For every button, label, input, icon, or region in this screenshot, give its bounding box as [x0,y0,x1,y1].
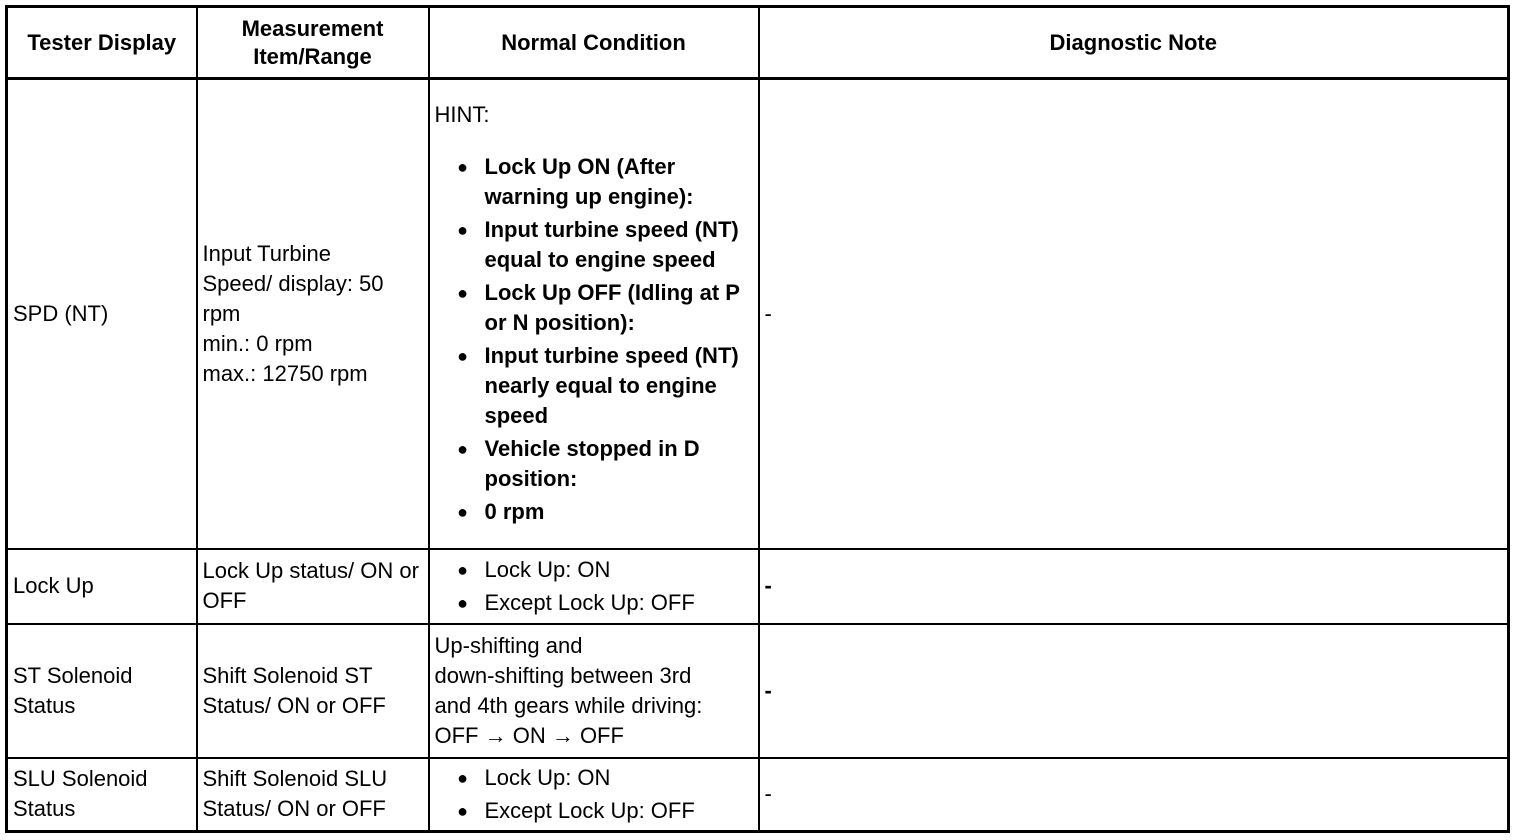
data-list-table [5,5,1510,833]
condition-line: and 4th gears while driving: [434,692,703,718]
bullet-icon: ● [457,283,468,304]
condition-line: Up-shifting and [434,632,583,658]
list-item: ● Lock Up: ON [435,555,753,585]
condition-list [435,555,753,618]
bullet-icon: ● [457,800,468,821]
measurement-cell [197,79,429,549]
hint-label: HINT: [434,102,490,128]
header-row [7,7,1509,79]
header-measurement: Measurement Item/Range [197,7,429,79]
tester-display-cell: ST Solenoid Status [7,624,197,758]
table-row-st-solenoid [7,624,1509,758]
tester-display-cell: SPD (NT) [7,79,197,549]
measurement-line: Speed/ display: 50 [202,270,384,296]
bullet-icon: ● [457,220,468,241]
bullet-icon: ● [457,439,468,460]
measurement-line: min.: 0 rpm [202,330,313,356]
condition-list [435,763,753,826]
list-item: ● Lock Up ON (After warning up engine): [435,152,753,212]
list-item: ● Input turbine speed (NT) equal to engine speed [435,215,753,275]
measurement-line: Input Turbine [202,240,331,266]
diagnostic-note-cell: - [759,758,1509,832]
tester-display-cell: Lock Up [7,549,197,624]
tester-display-cell: SLU Solenoid Status [7,758,197,832]
header-diagnostic-note: Diagnostic Note [759,7,1509,79]
measurement-cell: Shift Solenoid ST Status/ ON or OFF [197,624,429,758]
table-row-lock-up [7,549,1509,624]
list-item: ● Except Lock Up: OFF [435,796,753,826]
condition-list [435,152,753,527]
list-item: ● Except Lock Up: OFF [435,588,753,618]
list-item: ● Lock Up: ON [435,763,753,793]
list-item: ● Vehicle stopped in D position: [435,434,753,494]
measurement-line: max.: 12750 rpm [202,360,368,386]
measurement-line: rpm [202,300,241,326]
diagnostic-note-cell: - [759,624,1509,758]
measurement-cell: Lock Up status/ ON or OFF [197,549,429,624]
normal-condition-cell [429,624,759,758]
header-normal-condition: Normal Condition [429,7,759,79]
normal-condition-cell [429,79,759,549]
bullet-icon: ● [457,559,468,580]
diagnostic-note-cell: - [759,549,1509,624]
diagnostic-note-cell: - [759,79,1509,549]
bullet-icon: ● [457,346,468,367]
list-item: ● 0 rpm [435,497,753,527]
table-row-spd [7,79,1509,549]
list-item: ● Lock Up OFF (Idling at P or N position): [435,278,753,338]
normal-condition-cell [429,549,759,624]
condition-line: down-shifting between 3rd [434,662,692,688]
normal-condition-cell [429,758,759,832]
bullet-icon: ● [457,157,468,178]
bullet-icon: ● [457,502,468,523]
list-item: ● Input turbine speed (NT) nearly equal to engine speed [435,341,753,431]
table-row-slu-solenoid [7,758,1509,832]
condition-line: OFF → ON → OFF [434,722,624,748]
header-tester-display: Tester Display [7,7,197,79]
bullet-icon: ● [457,592,468,613]
bullet-icon: ● [457,767,468,788]
measurement-cell: Shift Solenoid SLU Status/ ON or OFF [197,758,429,832]
